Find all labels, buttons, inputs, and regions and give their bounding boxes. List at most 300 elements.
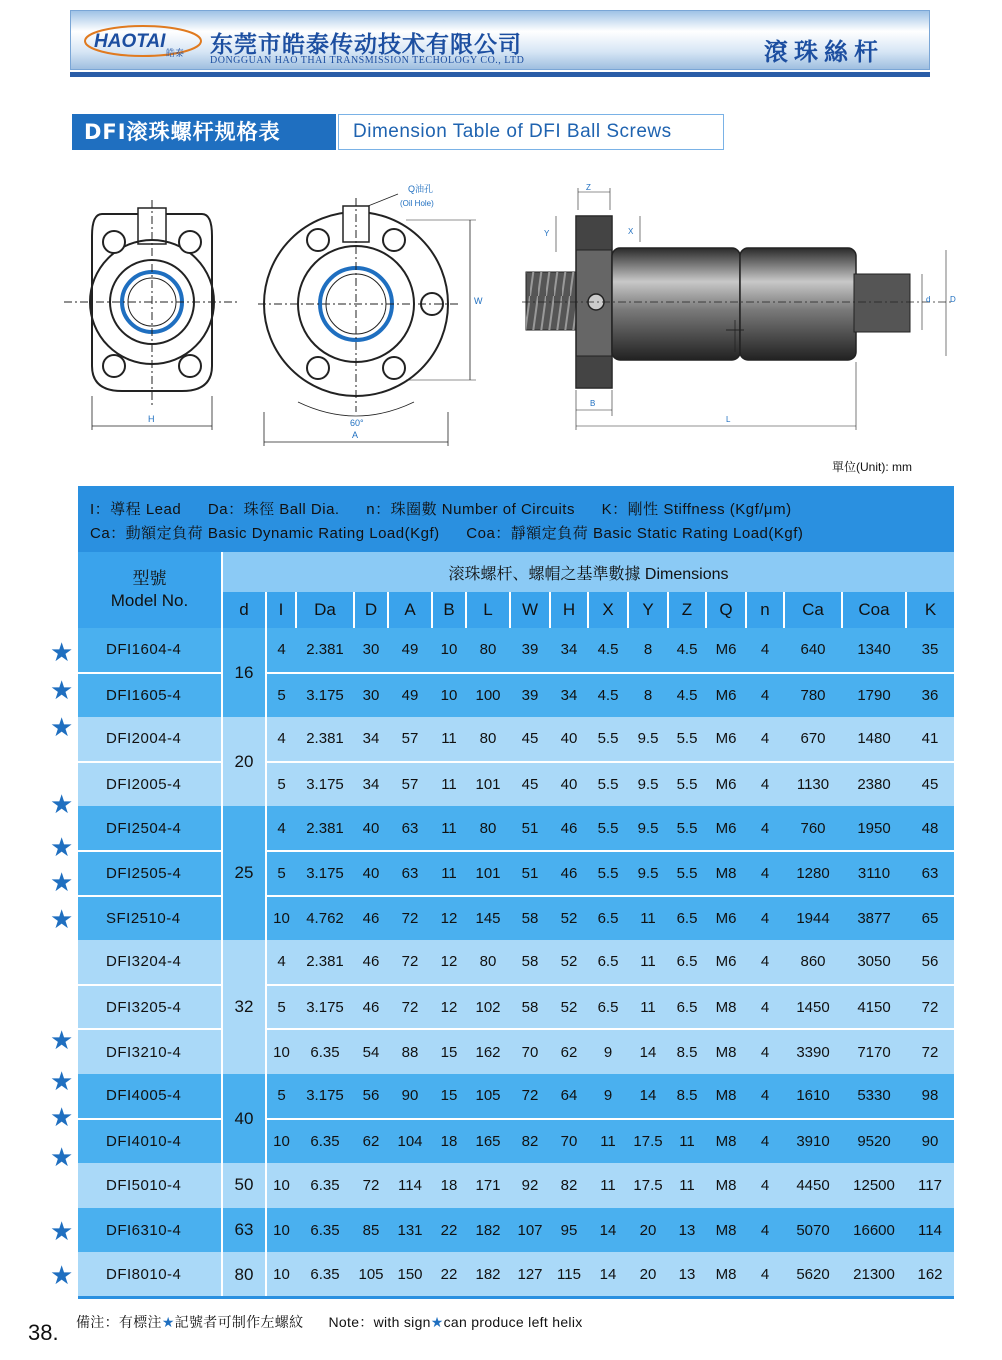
value-cell-x: 6.5 (588, 985, 628, 1030)
table-row (78, 628, 954, 673)
value-cell-coa: 1340 (842, 628, 906, 673)
value-cell-da: 2.381 (296, 940, 354, 985)
value-cell-ca: 1280 (784, 851, 842, 896)
header-banner (70, 10, 930, 78)
value-cell-a: 90 (388, 1074, 432, 1119)
column-header-x: X (588, 592, 628, 628)
model-cell: DFI2505-4 (78, 851, 222, 896)
value-cell-d: 46 (354, 940, 388, 985)
value-cell-x: 5.5 (588, 762, 628, 807)
dim-label-z: Z (586, 183, 591, 192)
value-cell-w: 107 (510, 1208, 550, 1253)
legend-line-2 (90, 522, 825, 543)
value-cell-d: 34 (354, 762, 388, 807)
value-cell-coa: 4150 (842, 985, 906, 1030)
value-cell-q: M8 (706, 1029, 746, 1074)
dim-label-h: H (148, 414, 155, 424)
legend-circuits: n：珠圈數 Number of Circuits (366, 501, 575, 518)
value-cell-i: 10 (266, 1208, 296, 1253)
star-icon: ★ (50, 867, 74, 897)
column-header-w: W (510, 592, 550, 628)
product-category: 滾珠絲杆 (764, 38, 884, 66)
value-cell-i: 5 (266, 851, 296, 896)
model-cell: DFI2004-4 (78, 717, 222, 762)
dim-label-b: B (590, 399, 596, 408)
value-cell-coa: 3877 (842, 896, 906, 941)
value-cell-k: 72 (906, 985, 954, 1030)
value-cell-b: 15 (432, 1029, 466, 1074)
value-cell-a: 63 (388, 806, 432, 851)
value-cell-y: 8 (628, 673, 668, 718)
model-header-en: Model No. (110, 591, 189, 610)
value-cell-d: 54 (354, 1029, 388, 1074)
value-cell-l: 80 (466, 628, 510, 673)
value-cell-q: M8 (706, 1163, 746, 1208)
value-cell-q: M6 (706, 628, 746, 673)
value-cell-ca: 3910 (784, 1119, 842, 1164)
company-name-cn: 东莞市皓泰传动技术有限公司 (210, 32, 522, 58)
star-icon: ★ (50, 1142, 74, 1172)
value-cell-z: 4.5 (668, 673, 706, 718)
value-cell-da: 6.35 (296, 1208, 354, 1253)
value-cell-i: 4 (266, 940, 296, 985)
value-cell-b: 11 (432, 717, 466, 762)
value-cell-x: 9 (588, 1029, 628, 1074)
column-header-b: B (432, 592, 466, 628)
page-number: 38. (28, 1320, 59, 1345)
shaft-dia-cell: 25 (222, 806, 266, 940)
value-cell-d: 46 (354, 985, 388, 1030)
value-cell-z: 13 (668, 1252, 706, 1297)
value-cell-w: 45 (510, 717, 550, 762)
column-header-da: Da (296, 592, 354, 628)
value-cell-w: 51 (510, 851, 550, 896)
value-cell-a: 72 (388, 940, 432, 985)
shaft-dia-cell: 32 (222, 940, 266, 1074)
model-header-cn: 型號 (132, 569, 167, 588)
value-cell-da: 6.35 (296, 1163, 354, 1208)
dim-label-d: d (926, 295, 931, 304)
value-cell-q: M6 (706, 673, 746, 718)
page-title-en: Dimension Table of DFI Ball Screws (338, 114, 724, 150)
value-cell-b: 11 (432, 806, 466, 851)
dim-label-a: A (352, 430, 359, 440)
star-icon: ★ (50, 904, 74, 934)
column-header-n: n (746, 592, 784, 628)
value-cell-w: 39 (510, 673, 550, 718)
value-cell-a: 49 (388, 628, 432, 673)
value-cell-n: 4 (746, 1074, 784, 1119)
table-row (78, 806, 954, 851)
model-cell: DFI3210-4 (78, 1029, 222, 1074)
value-cell-ca: 760 (784, 806, 842, 851)
value-cell-y: 20 (628, 1208, 668, 1253)
value-cell-coa: 1790 (842, 673, 906, 718)
value-cell-ca: 1610 (784, 1074, 842, 1119)
footnote (76, 1312, 583, 1332)
value-cell-x: 5.5 (588, 806, 628, 851)
value-cell-da: 3.175 (296, 673, 354, 718)
value-cell-i: 4 (266, 806, 296, 851)
value-cell-d: 46 (354, 896, 388, 941)
value-cell-d: 85 (354, 1208, 388, 1253)
value-cell-a: 114 (388, 1163, 432, 1208)
star-icon: ★ (50, 1102, 74, 1132)
value-cell-q: M8 (706, 1252, 746, 1297)
value-cell-ca: 1130 (784, 762, 842, 807)
value-cell-i: 5 (266, 762, 296, 807)
value-cell-a: 150 (388, 1252, 432, 1297)
value-cell-l: 165 (466, 1119, 510, 1164)
dim-label-x: X (628, 227, 634, 236)
value-cell-b: 12 (432, 940, 466, 985)
value-cell-k: 48 (906, 806, 954, 851)
value-cell-b: 18 (432, 1163, 466, 1208)
shaft-dia-cell: 80 (222, 1252, 266, 1297)
legend-stiffness: K：剛性 Stiffness (Kgf/μm) (601, 501, 792, 518)
value-cell-da: 3.175 (296, 762, 354, 807)
note-cn-part2: 記號者可制作左螺紋 (174, 1314, 304, 1330)
legend-lead: I：導程 Lead (90, 501, 182, 518)
column-header-i: I (266, 592, 296, 628)
value-cell-w: 127 (510, 1252, 550, 1297)
value-cell-z: 4.5 (668, 628, 706, 673)
note-en-part2: can produce left helix (443, 1314, 583, 1330)
value-cell-da: 6.35 (296, 1119, 354, 1164)
value-cell-h: 62 (550, 1029, 588, 1074)
value-cell-da: 3.175 (296, 851, 354, 896)
value-cell-ca: 3390 (784, 1029, 842, 1074)
legend-dynamic-load: Ca：動額定負荷 Basic Dynamic Rating Load(Kgf) (90, 525, 440, 542)
value-cell-a: 63 (388, 851, 432, 896)
model-cell: DFI1605-4 (78, 673, 222, 718)
value-cell-w: 51 (510, 806, 550, 851)
note-en-part1: Note：with sign (328, 1314, 431, 1330)
page-title-cn: DFI滚珠螺杆规格表 (72, 114, 336, 150)
value-cell-z: 8.5 (668, 1074, 706, 1119)
value-cell-l: 80 (466, 717, 510, 762)
table-row (78, 762, 954, 807)
value-cell-n: 4 (746, 1029, 784, 1074)
value-cell-da: 2.381 (296, 806, 354, 851)
table-row (78, 1074, 954, 1119)
value-cell-q: M8 (706, 1208, 746, 1253)
value-cell-n: 4 (746, 806, 784, 851)
column-header-k: K (906, 592, 954, 628)
value-cell-k: 117 (906, 1163, 954, 1208)
value-cell-coa: 7170 (842, 1029, 906, 1074)
value-cell-a: 131 (388, 1208, 432, 1253)
dim-label-l: L (726, 415, 731, 424)
value-cell-da: 4.762 (296, 896, 354, 941)
value-cell-q: M8 (706, 1119, 746, 1164)
value-cell-w: 82 (510, 1119, 550, 1164)
value-cell-x: 6.5 (588, 896, 628, 941)
value-cell-k: 114 (906, 1208, 954, 1253)
table-row (78, 1252, 954, 1297)
value-cell-n: 4 (746, 673, 784, 718)
value-cell-y: 17.5 (628, 1119, 668, 1164)
flange-front-drawing (62, 196, 242, 436)
value-cell-q: M8 (706, 851, 746, 896)
table-row (78, 1119, 954, 1164)
value-cell-q: M8 (706, 985, 746, 1030)
value-cell-l: 101 (466, 762, 510, 807)
oil-hole-label-en: (Oil Hole) (400, 199, 434, 208)
column-header-q: Q (706, 592, 746, 628)
shaft-dia-cell: 63 (222, 1208, 266, 1253)
value-cell-x: 6.5 (588, 940, 628, 985)
value-cell-l: 102 (466, 985, 510, 1030)
star-icon: ★ (430, 1314, 444, 1330)
column-header-d: d (222, 592, 266, 628)
value-cell-i: 4 (266, 717, 296, 762)
value-cell-n: 4 (746, 1163, 784, 1208)
value-cell-l: 101 (466, 851, 510, 896)
star-icon: ★ (50, 1066, 74, 1096)
value-cell-a: 104 (388, 1119, 432, 1164)
value-cell-i: 10 (266, 896, 296, 941)
value-cell-y: 14 (628, 1029, 668, 1074)
column-header-y: Y (628, 592, 668, 628)
value-cell-w: 58 (510, 896, 550, 941)
svg-text:皓泰: 皓泰 (166, 49, 185, 58)
value-cell-k: 35 (906, 628, 954, 673)
angle-label: 60° (350, 418, 364, 428)
value-cell-z: 6.5 (668, 940, 706, 985)
value-cell-d: 56 (354, 1074, 388, 1119)
value-cell-h: 95 (550, 1208, 588, 1253)
value-cell-b: 11 (432, 851, 466, 896)
value-cell-x: 14 (588, 1252, 628, 1297)
value-cell-ca: 4450 (784, 1163, 842, 1208)
dimension-table (78, 552, 954, 1297)
value-cell-x: 4.5 (588, 673, 628, 718)
value-cell-da: 2.381 (296, 717, 354, 762)
value-cell-w: 72 (510, 1074, 550, 1119)
value-cell-q: M6 (706, 762, 746, 807)
value-cell-a: 88 (388, 1029, 432, 1074)
value-cell-n: 4 (746, 628, 784, 673)
value-cell-w: 58 (510, 940, 550, 985)
value-cell-z: 5.5 (668, 762, 706, 807)
table-row (78, 851, 954, 896)
value-cell-n: 4 (746, 896, 784, 941)
shaft-dia-cell: 16 (222, 628, 266, 717)
value-cell-coa: 2380 (842, 762, 906, 807)
value-cell-y: 11 (628, 985, 668, 1030)
value-cell-w: 92 (510, 1163, 550, 1208)
value-cell-i: 5 (266, 985, 296, 1030)
value-cell-b: 11 (432, 762, 466, 807)
value-cell-n: 4 (746, 762, 784, 807)
value-cell-ca: 5070 (784, 1208, 842, 1253)
model-cell: DFI1604-4 (78, 628, 222, 673)
value-cell-da: 3.175 (296, 985, 354, 1030)
star-icon: ★ (50, 1260, 74, 1290)
value-cell-b: 22 (432, 1208, 466, 1253)
model-header (78, 552, 222, 628)
value-cell-a: 72 (388, 896, 432, 941)
star-icon: ★ (50, 637, 74, 667)
value-cell-d: 34 (354, 717, 388, 762)
value-cell-ca: 780 (784, 673, 842, 718)
value-cell-l: 100 (466, 673, 510, 718)
value-cell-a: 49 (388, 673, 432, 718)
value-cell-n: 4 (746, 717, 784, 762)
value-cell-n: 4 (746, 851, 784, 896)
legend-ball-dia: Da：珠徑 Ball Dia. (207, 501, 340, 518)
column-header-h: H (550, 592, 588, 628)
value-cell-y: 11 (628, 896, 668, 941)
value-cell-l: 145 (466, 896, 510, 941)
value-cell-k: 162 (906, 1252, 954, 1297)
table-row (78, 940, 954, 985)
value-cell-d: 105 (354, 1252, 388, 1297)
column-header-z: Z (668, 592, 706, 628)
dim-label-y: Y (544, 229, 550, 238)
value-cell-k: 56 (906, 940, 954, 985)
value-cell-i: 10 (266, 1119, 296, 1164)
value-cell-y: 8 (628, 628, 668, 673)
value-cell-z: 5.5 (668, 806, 706, 851)
table-row (78, 896, 954, 941)
value-cell-b: 18 (432, 1119, 466, 1164)
value-cell-i: 10 (266, 1252, 296, 1297)
shaft-dia-cell: 50 (222, 1163, 266, 1208)
value-cell-z: 11 (668, 1119, 706, 1164)
column-header-ca: Ca (784, 592, 842, 628)
value-cell-x: 4.5 (588, 628, 628, 673)
table-row (78, 1208, 954, 1253)
value-cell-coa: 9520 (842, 1119, 906, 1164)
value-cell-n: 4 (746, 985, 784, 1030)
value-cell-b: 10 (432, 673, 466, 718)
value-cell-y: 14 (628, 1074, 668, 1119)
haotai-logo (84, 24, 202, 58)
value-cell-h: 82 (550, 1163, 588, 1208)
value-cell-h: 115 (550, 1252, 588, 1297)
value-cell-da: 6.35 (296, 1252, 354, 1297)
value-cell-coa: 16600 (842, 1208, 906, 1253)
dim-label-w: W (474, 296, 483, 306)
value-cell-d: 72 (354, 1163, 388, 1208)
value-cell-i: 5 (266, 673, 296, 718)
table-legend (78, 486, 954, 552)
value-cell-x: 5.5 (588, 851, 628, 896)
value-cell-b: 10 (432, 628, 466, 673)
header-underline (70, 72, 930, 77)
value-cell-coa: 5330 (842, 1074, 906, 1119)
value-cell-i: 10 (266, 1163, 296, 1208)
column-header-l: L (466, 592, 510, 628)
value-cell-i: 5 (266, 1074, 296, 1119)
star-icon: ★ (50, 675, 74, 705)
value-cell-d: 40 (354, 851, 388, 896)
value-cell-k: 98 (906, 1074, 954, 1119)
table-row (78, 717, 954, 762)
company-name-en: DONGGUAN HAO THAI TRANSMISSION TECHOLOGY CO., LTD (210, 55, 525, 66)
value-cell-l: 80 (466, 806, 510, 851)
star-icon: ★ (50, 712, 74, 742)
value-cell-coa: 21300 (842, 1252, 906, 1297)
value-cell-coa: 3050 (842, 940, 906, 985)
star-icon: ★ (161, 1314, 175, 1330)
value-cell-z: 5.5 (668, 717, 706, 762)
star-icon: ★ (50, 1025, 74, 1055)
value-cell-i: 10 (266, 1029, 296, 1074)
value-cell-a: 57 (388, 717, 432, 762)
value-cell-ca: 5620 (784, 1252, 842, 1297)
table-bottom-border (78, 1296, 954, 1299)
value-cell-h: 34 (550, 673, 588, 718)
value-cell-a: 72 (388, 985, 432, 1030)
value-cell-ca: 640 (784, 628, 842, 673)
dim-label-big-d: D (950, 295, 956, 304)
value-cell-y: 9.5 (628, 851, 668, 896)
value-cell-d: 30 (354, 628, 388, 673)
value-cell-h: 40 (550, 717, 588, 762)
value-cell-d: 62 (354, 1119, 388, 1164)
value-cell-h: 52 (550, 985, 588, 1030)
value-cell-q: M6 (706, 717, 746, 762)
model-cell: DFI2005-4 (78, 762, 222, 807)
value-cell-d: 40 (354, 806, 388, 851)
value-cell-y: 20 (628, 1252, 668, 1297)
value-cell-k: 36 (906, 673, 954, 718)
value-cell-ca: 1450 (784, 985, 842, 1030)
value-cell-x: 11 (588, 1163, 628, 1208)
value-cell-h: 52 (550, 940, 588, 985)
value-cell-x: 14 (588, 1208, 628, 1253)
value-cell-coa: 1480 (842, 717, 906, 762)
value-cell-l: 182 (466, 1208, 510, 1253)
value-cell-h: 64 (550, 1074, 588, 1119)
value-cell-y: 11 (628, 940, 668, 985)
value-cell-w: 39 (510, 628, 550, 673)
value-cell-ca: 1944 (784, 896, 842, 941)
value-cell-w: 70 (510, 1029, 550, 1074)
table-row (78, 1029, 954, 1074)
dimensions-header: 滚珠螺杆、螺帽之基準數據 Dimensions (222, 552, 954, 592)
value-cell-x: 5.5 (588, 717, 628, 762)
value-cell-b: 12 (432, 985, 466, 1030)
table-row (78, 673, 954, 718)
model-cell: SFI2510-4 (78, 896, 222, 941)
table-row (78, 1163, 954, 1208)
table-body (78, 628, 954, 1297)
value-cell-y: 9.5 (628, 806, 668, 851)
shaft-dia-cell: 20 (222, 717, 266, 806)
value-cell-k: 41 (906, 717, 954, 762)
note-cn-part1: 備注：有標注 (76, 1314, 162, 1330)
value-cell-z: 6.5 (668, 985, 706, 1030)
oil-hole-label-cn: Q油孔 (408, 184, 434, 194)
star-icon: ★ (50, 1216, 74, 1246)
shaft-dia-cell: 40 (222, 1074, 266, 1163)
value-cell-l: 162 (466, 1029, 510, 1074)
value-cell-y: 17.5 (628, 1163, 668, 1208)
value-cell-w: 45 (510, 762, 550, 807)
column-header-coa: Coa (842, 592, 906, 628)
value-cell-h: 40 (550, 762, 588, 807)
value-cell-b: 15 (432, 1074, 466, 1119)
table-row (78, 985, 954, 1030)
model-cell: DFI6310-4 (78, 1208, 222, 1253)
value-cell-y: 9.5 (628, 762, 668, 807)
column-header-d: D (354, 592, 388, 628)
value-cell-z: 13 (668, 1208, 706, 1253)
